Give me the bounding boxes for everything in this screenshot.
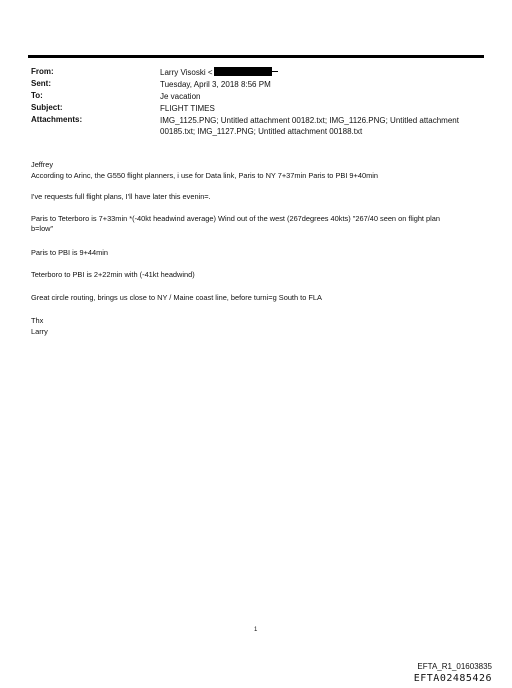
page-number: 1 <box>254 627 258 633</box>
paragraph-4: Paris to PBI is 9+44min <box>31 248 109 257</box>
paragraph-5: Teterboro to PBI is 2+22min with (-41kt headwind) <box>31 270 195 279</box>
paragraph-3: Paris to Teterboro is 7+33min *(-40kt headwind average) Wind out of the west (267degrees 40kts) "267/40 seen on flight plan b=low" <box>31 214 441 233</box>
bates-number-small: EFTA_R1_01603835 <box>417 662 492 671</box>
from-label: From: <box>31 67 54 76</box>
subject-value: FLIGHT TIMES <box>160 104 215 113</box>
bates-number-large: EFTA02485426 <box>413 673 492 684</box>
paragraph-2: I've requests full flight plans, I'll have later this evenin=. <box>31 192 211 201</box>
from-value: Larry Visoski < <box>160 67 480 78</box>
to-value: Je vacation <box>160 92 201 101</box>
to-label: To: <box>31 91 43 100</box>
subject-label: Subject: <box>31 103 63 112</box>
sent-label: Sent: <box>31 79 51 88</box>
greeting: Jeffrey <box>31 160 54 169</box>
paragraph-6: Great circle routing, brings us close to NY / Maine coast line, before turni=g South to FLA <box>31 293 322 302</box>
redaction-dash <box>272 71 278 72</box>
attachments-value: IMG_1125.PNG; Untitled attachment 00182.txt; IMG_1126.PNG; Untitled attachment 00185.txt; IMG_1127.PNG; Untitled attachment 00188.txt <box>160 116 459 136</box>
sent-value: Tuesday, April 3, 2018 8:56 PM <box>160 80 271 89</box>
paragraph-1: According to Arinc, the G550 flight planners, i use for Data link, Paris to NY 7+37min Paris to PBI 9+40min <box>31 171 378 180</box>
attachments-label: Attachments: <box>31 115 83 124</box>
signature-name: Larry <box>31 327 48 336</box>
sign-off: Thx <box>31 316 44 325</box>
header-divider <box>28 55 484 58</box>
redaction-box <box>214 67 272 76</box>
